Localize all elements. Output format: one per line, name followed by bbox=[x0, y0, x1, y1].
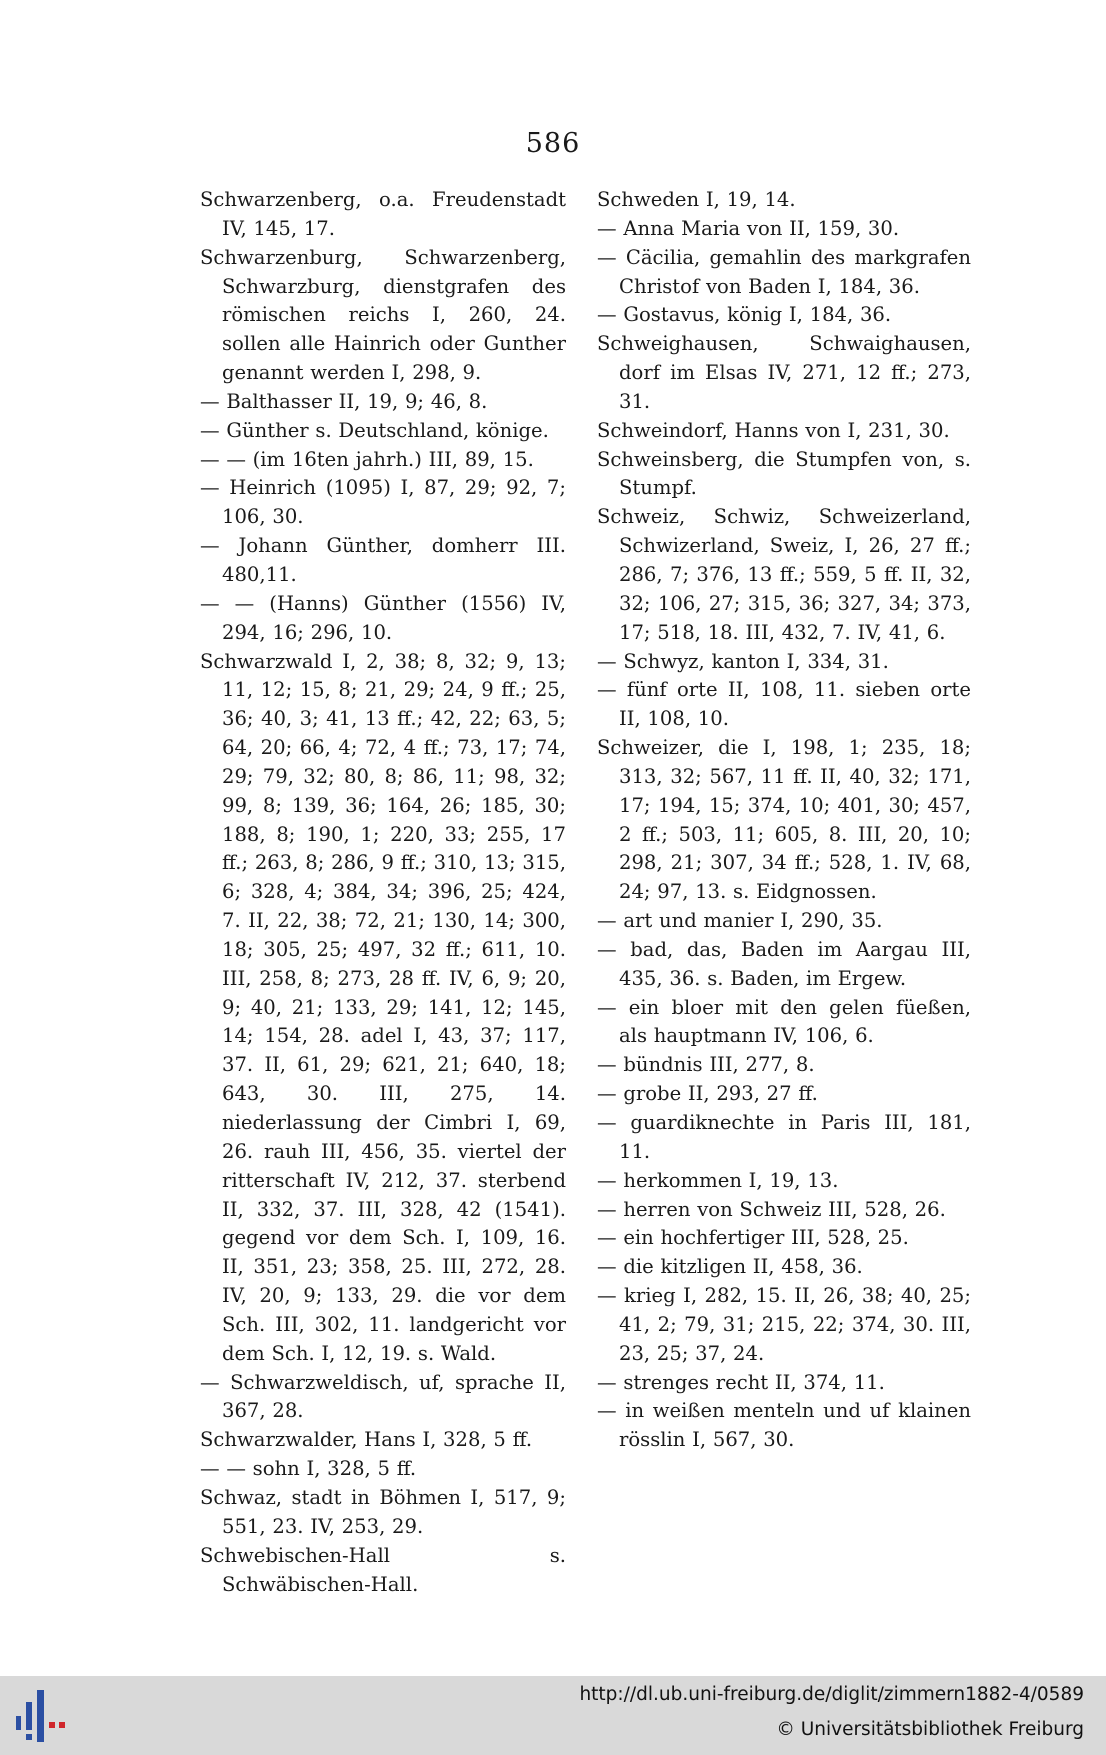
index-entry: Schweinsberg, die Stumpfen von, s. Stumpf. bbox=[597, 447, 971, 500]
index-entry: — art und manier I, 290, 35. bbox=[597, 909, 883, 933]
index-entry: — Günther s. Deutschland, könige. bbox=[200, 418, 549, 442]
index-entry: — — sohn I, 328, 5 ff. bbox=[200, 1457, 417, 1481]
index-column-left bbox=[200, 186, 566, 1599]
index-entry: Schweizer, die I, 198, 1; 235, 18; 313, 32; 567, 11 ff. II, 40, 32; 171, 17; 194, 15; 374, 10; 401, 30; 457, 2 ff.; 503, 11; 605, 8. III, 20, 10; 298, 21; 307, 34 ff.; 528, 1. IV, 68, 24; 97, 13. s. Eidgnossen. bbox=[597, 736, 971, 904]
index-entry: — bad, das, Baden im Aargau III, 435, 36. s. Baden, im Ergew. bbox=[597, 937, 971, 990]
index-entry: Schwebischen-Hall s. Schwäbischen-Hall. bbox=[200, 1543, 566, 1596]
index-entry: — Schwyz, kanton I, 334, 31. bbox=[597, 649, 889, 673]
index-entry: Schwarzwalder, Hans I, 328, 5 ff. bbox=[200, 1428, 533, 1452]
index-entry: Schwarzenburg, Schwarzenberg, Schwarzburg, dienstgrafen des römischen reichs I, 260, 24. sollen alle Hainrich oder Gunther genannt werden I, 298, 9. bbox=[200, 245, 566, 385]
index-entry: — Cäcilia, gemahlin des markgrafen Christof von Baden I, 184, 36. bbox=[597, 245, 971, 298]
index-entry: — strenges recht II, 374, 11. bbox=[597, 1370, 885, 1394]
index-entry: Schweiz, Schwiz, Schweizerland, Schwizerland, Sweiz, I, 26, 27 ff.; 286, 7; 376, 13 ff.; 559, 5 ff. II, 32, 32; 106, 27; 315, 36; 327, 34; 373, 17; 518, 18. III, 432, 7. IV, 41, 6. bbox=[597, 505, 971, 644]
index-entry: — ein bloer mit den gelen füeßen, als hauptmann IV, 106, 6. bbox=[597, 995, 971, 1048]
index-entry: — guardiknechte in Paris III, 181, 11. bbox=[597, 1111, 971, 1163]
index-entry: — in weißen menteln und uf klainen rösslin I, 567, 30. bbox=[597, 1399, 971, 1452]
index-entry: — Heinrich (1095) I, 87, 29; 92, 7; 106, 30. bbox=[200, 476, 566, 529]
ub-freiburg-logo-icon bbox=[10, 1684, 74, 1748]
copyright-notice: © Universitätsbibliothek Freiburg bbox=[776, 1719, 1084, 1740]
index-entry: Schweden I, 19, 14. bbox=[597, 188, 796, 211]
index-column-right bbox=[597, 186, 971, 1455]
index-entry: — Johann Günther, domherr III. 480,11. bbox=[200, 534, 566, 586]
index-entry: — — (Hanns) Günther (1556) IV, 294, 16; 296, 10. bbox=[200, 591, 566, 644]
index-entry: Schwarzwald I, 2, 38; 8, 32; 9, 13; 11, 12; 15, 8; 21, 29; 24, 9 ff.; 25, 36; 40, 3; 41, 13 ff.; 42, 22; 63, 5; 64, 20; 66, 4; 72, 4 ff.; 73, 17; 74, 29; 79, 32; 80, 8; 86, 11; 98, 32; 99, 8; 139, 36; 164, 26; 185, 30; 188, 8; 190, 1; 220, 33; 255, 17 ff.; 263, 8; 286, 9 ff.; 310, 13; 315, 6; 328, 4; 384, 34; 396, 25; 424, 7. II, 22, 38; 72, 21; 130, 14; 300, 18; 305, 25; 497, 32 ff.; 611, 10. III, 258, 8; 273, 28 ff. IV, 6, 9; 20, 9; 40, 21; 133, 29; 141, 12; 145, 14; 154, 28. adel I, 43, 37; 117, 37. II, 61, 29; 621, 21; 640, 18; 643, 30. III, 275, 14. niederlassung der Cimbri I, 69, 26. rauh III, 456, 35. viertel der ritterschaft IV, 212, 37. sterbend II, 332, 37. III, 328, 42 (1541). gegend vor dem Sch. I, 109, 16. II, 351, 23; 358, 25. III, 272, 28. IV, 20, 9; 133, 29. die vor dem Sch. III, 302, 11. landgericht vor dem Sch. I, 12, 19. s. Wald. bbox=[200, 649, 566, 1365]
index-entry: — Balthasser II, 19, 9; 46, 8. bbox=[200, 389, 488, 413]
index-entry: — herkommen I, 19, 13. bbox=[597, 1168, 839, 1192]
index-entry: — Gostavus, könig I, 184, 36. bbox=[597, 303, 892, 327]
index-entry: Schweighausen, Schwaighausen, dorf im Elsas IV, 271, 12 ff.; 273, 31. bbox=[597, 332, 971, 413]
index-entry: — grobe II, 293, 27 ff. bbox=[597, 1082, 818, 1106]
page-number: 586 bbox=[525, 128, 581, 159]
index-entry: — ein hochfertiger III, 528, 25. bbox=[597, 1226, 909, 1250]
index-entry: Schwaz, stadt in Böhmen I, 517, 9; 551, 23. IV, 253, 29. bbox=[200, 1485, 566, 1538]
index-entry: — — (im 16ten jahrh.) III, 89, 15. bbox=[200, 447, 534, 471]
index-entry: — bündnis III, 277, 8. bbox=[597, 1053, 815, 1077]
index-entry: — krieg I, 282, 15. II, 26, 38; 40, 25; 41, 2; 79, 31; 215, 22; 374, 30. III, 23, 25; 37, 24. bbox=[597, 1284, 971, 1365]
footer-bar bbox=[0, 1676, 1106, 1755]
index-entry: — herren von Schweiz III, 528, 26. bbox=[597, 1197, 946, 1221]
index-entry: — Schwarzweldisch, uf, sprache II, 367, 28. bbox=[200, 1370, 566, 1423]
index-entry: — Anna Maria von II, 159, 30. bbox=[597, 216, 900, 240]
index-entry: Schwarzenberg, o.a. Freudenstadt IV, 145, 17. bbox=[200, 188, 566, 240]
document-url-link[interactable]: http://dl.ub.uni-freiburg.de/diglit/zimmern1882-4/0589 bbox=[579, 1684, 1084, 1705]
index-entry: Schweindorf, Hanns von I, 231, 30. bbox=[597, 418, 950, 442]
index-entry: — die kitzligen II, 458, 36. bbox=[597, 1255, 863, 1279]
index-entry: — fünf orte II, 108, 11. sieben orte II, 108, 10. bbox=[597, 678, 971, 731]
